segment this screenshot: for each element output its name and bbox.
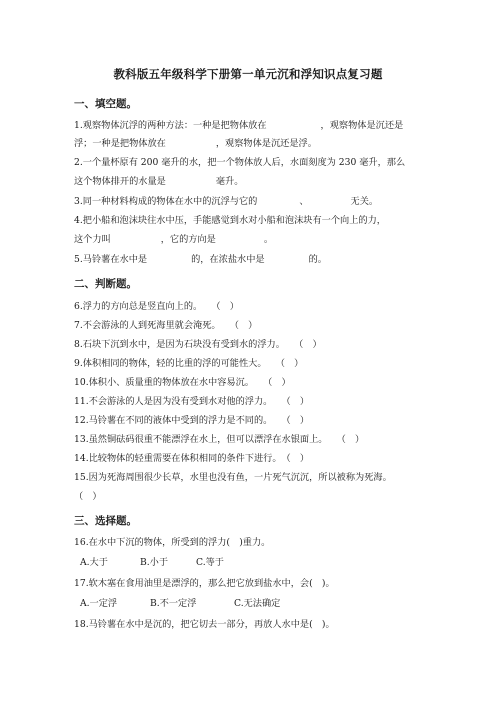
question-11: 11.不会游泳的人是因为没有受到水对他的浮力。 （ ） — [74, 396, 310, 407]
question-3 — [74, 196, 378, 208]
question-18: 18.马铃薯在水中是沉的，把它切去一部分，再放人水中是( )。 — [74, 619, 335, 630]
question-text: 的，在浓盐水中是 — [191, 254, 265, 265]
question-text: 毫升。 — [215, 176, 244, 187]
question-text: ，观察物体是沉还是浮。 — [215, 138, 317, 149]
question-7: 7.不会游泳的人到死海里就会淹死。 （ ） — [74, 320, 258, 331]
question-17: 17.软木塞在食用油里是漂浮的，那么把它放到盐水中，会( )。 — [74, 578, 335, 589]
question-13: 13.虽然铜砝码很重不能漂浮在水上，但可以漂浮在水银面上。 （ ） — [74, 434, 365, 445]
question-text: 浮；一种是把物体放在 — [74, 138, 166, 149]
question-text: 5.马铃薯在水中是 — [74, 254, 148, 265]
question-2-line-1 — [74, 157, 405, 169]
option-c: C.等于 — [196, 557, 224, 568]
question-14: 14.比较物体的轻重需要在体积相同的条件下进行。 （ ） — [74, 453, 310, 464]
question-4-line-1 — [74, 215, 386, 227]
option-b: B.小于 — [140, 557, 169, 568]
question-text: ，观察物体是沉还是 — [320, 120, 404, 131]
question-text: 1.观察物体沉浮的两种方法：一种是把物体放在 — [74, 120, 267, 131]
question-8: 8.石块下沉到水中，是因为石块没有受到水的浮力。 （ ） — [74, 339, 322, 350]
question-9: 9.体积相同的物体，轻的比重的浮的可能性大。 （ ） — [74, 358, 304, 369]
question-5 — [74, 254, 327, 266]
question-text: 。 — [263, 234, 274, 245]
question-text: 、 — [299, 196, 309, 207]
question-text: 的。 — [308, 254, 327, 265]
option-a: A.一定浮 — [80, 598, 118, 609]
question-15-bracket: （ ） — [74, 491, 102, 502]
section-heading-fill: 一、填空题。 — [74, 98, 137, 110]
question-text: 4.把小船和泡沫块往水中压，手能感觉到水对小船和泡沫块有一个向上的力， — [74, 215, 386, 226]
option-c: C.无法确定 — [234, 598, 281, 609]
question-16-options — [80, 557, 224, 569]
question-16: 16.在水中下沉的物体，所受到的浮力( )重力。 — [74, 537, 271, 548]
question-4-line-2 — [74, 234, 273, 246]
question-text: ，它的方向是 — [160, 234, 216, 245]
question-12: 12.马铃薯在不同的液体中受到的浮力是不同的。 （ ） — [74, 415, 310, 426]
question-text: 3.同一种材料构成的物体在水中的沉浮与它的 — [74, 196, 258, 207]
question-text: 无关。 — [350, 196, 379, 207]
question-text: 这个物体排开的水量是 — [74, 176, 166, 187]
page-title: 教科版五年级科学下册第一单元沉和浮知识点复习题 — [113, 67, 383, 81]
section-heading-judge: 二、判断题。 — [74, 278, 137, 290]
option-a: A.大于 — [80, 557, 108, 568]
question-17-options — [80, 598, 280, 610]
option-b: B.不一定浮 — [150, 598, 197, 609]
question-6: 6.浮力的方向总是竖直向上的。 （ ） — [74, 301, 239, 312]
section-heading-choice: 三、选择题。 — [74, 515, 137, 527]
question-15: 15.因为死海周围很少长草，水里也没有鱼，一片死气沉沉，所以被称为死海。 — [74, 472, 392, 483]
question-1-line-1 — [74, 120, 403, 132]
question-text: 2.一个量杯原有 200 毫升的水，把一个物体放人后，水面刻度为 230 毫升，那么 — [74, 157, 406, 168]
question-1-line-2 — [74, 138, 317, 150]
question-text: 这个力叫 — [74, 234, 111, 245]
question-2-line-2 — [74, 176, 243, 188]
question-10: 10.体积小、质量重的物体放在水中容易沉。 （ ） — [74, 377, 291, 388]
